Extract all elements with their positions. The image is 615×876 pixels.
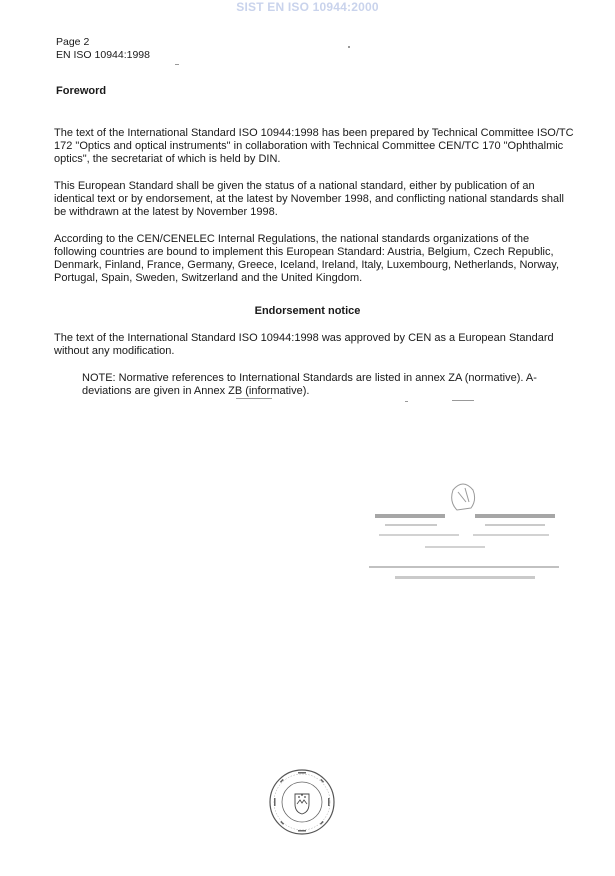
scan-speck [452, 400, 474, 401]
endorsement-paragraph: The text of the International Standard ISO 10944:1998 was approved by CEN as a European Standard without any modification. [54, 332, 554, 357]
scan-speck [175, 64, 179, 65]
institute-seal [268, 768, 336, 836]
foreword-paragraph-2: This European Standard shall be given the status of a national standard, either by publication of an identical text or by endorsement, at the latest by November 1998, and conflicting national standards shall be withdrawn at the latest by November 1998. [54, 180, 564, 218]
foreword-paragraph-3: According to the CEN/CENELEC Internal Regulations, the national standards organizations of the following countries are bound to implement this European Standard: Austria, Belgium, Czech Republic, Denmark, Finland, France, Germany, Greece, Iceland, Ireland, Italy, Luxembourg, Netherlands, Norway, Portugal, Spain, Sweden, Switzerland and the United Kingdom. [54, 233, 560, 284]
endorsement-note: NOTE: Normative references to International Standards are listed in annex ZA (normative). A-deviations are given in Annex ZB (informative). [82, 372, 537, 397]
watermark-text: SIST EN ISO 10944:2000 [236, 0, 379, 14]
page-header [56, 36, 150, 62]
faded-library-stamp [365, 478, 565, 588]
endorsement-heading: Endorsement notice [254, 305, 361, 317]
foreword-paragraph-1: The text of the International Standard ISO 10944:1998 has been prepared by Technical Committee ISO/TC 172 "Optics and optical instruments" in collaboration with Technical Committee CEN/TC 170 "Ophthalmic optics", the secretariat of which is held by DIN. [54, 127, 574, 165]
page-number: Page 2 [56, 36, 90, 48]
document-id: EN ISO 10944:1998 [56, 49, 150, 61]
scan-speck [348, 46, 350, 48]
scan-speck [405, 401, 408, 402]
foreword-heading: Foreword [56, 85, 107, 97]
scan-speck [236, 398, 272, 399]
